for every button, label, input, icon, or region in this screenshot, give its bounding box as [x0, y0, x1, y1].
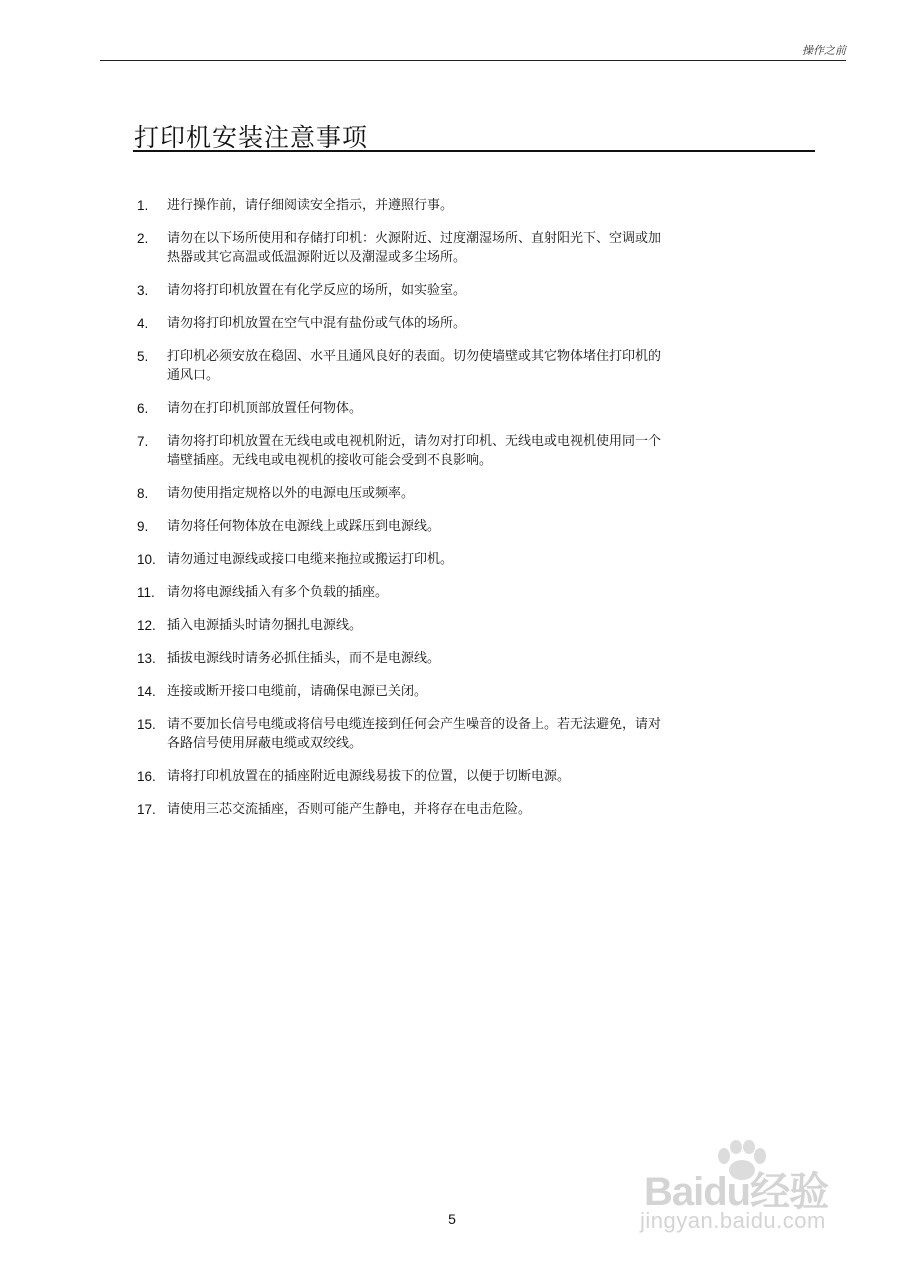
item-number: 10. — [137, 552, 156, 567]
item-number: 5. — [137, 349, 149, 364]
item-number: 1. — [137, 198, 149, 213]
watermark-brand: Baidu经验 — [644, 1170, 829, 1214]
item-number: 7. — [137, 434, 149, 449]
item-text-line: 进行操作前，请仔细阅读安全指示，并遵照行事。 — [167, 198, 454, 213]
item-text-line: 请勿将电源线插入有多个负载的插座。 — [167, 585, 389, 600]
list-item — [0, 767, 747, 786]
item-number: 14. — [137, 684, 156, 699]
item-number: 13. — [137, 651, 156, 666]
item-number: 4. — [137, 316, 149, 331]
item-text-line: 墙壁插座。无线电或电视机的接收可能会受到不良影响。 — [167, 453, 493, 468]
list-item — [0, 649, 747, 668]
item-text-line: 请将打印机放置在的插座附近电源线易拔下的位置，以便于切断电源。 — [167, 769, 571, 784]
list-item — [0, 196, 747, 215]
watermark-url: jingyan.baidu.com — [640, 1208, 826, 1233]
list-item — [0, 432, 747, 470]
list-item — [0, 800, 747, 819]
list-item — [0, 583, 747, 602]
item-text-line: 请勿将打印机放置在空气中混有盐份或气体的场所。 — [167, 316, 467, 331]
item-text-line: 请勿在打印机顶部放置任何物体。 — [167, 401, 363, 416]
list-item — [0, 715, 747, 753]
item-text-line: 插入电源插头时请勿捆扎电源线。 — [167, 618, 363, 633]
section-label: 操作之前 — [802, 44, 846, 57]
list-item — [0, 616, 747, 635]
item-text-line: 请勿在以下场所使用和存储打印机：火源附近、过度潮湿场所、直射阳光下、空调或加 — [167, 231, 662, 246]
item-text-line: 请勿将任何物体放在电源线上或踩压到电源线。 — [167, 519, 441, 534]
list-item — [0, 682, 747, 701]
list-item — [0, 229, 747, 267]
page-number: 5 — [448, 1211, 456, 1227]
list-item — [0, 517, 747, 536]
title-underline — [133, 150, 815, 152]
list-item — [0, 281, 747, 300]
item-number: 8. — [137, 486, 149, 501]
item-text-line: 插拔电源线时请务必抓住插头，而不是电源线。 — [167, 651, 441, 666]
item-number: 11. — [137, 585, 155, 600]
item-text-line: 请勿通过电源线或接口电缆来拖拉或搬运打印机。 — [167, 552, 454, 567]
item-number: 17. — [137, 802, 156, 817]
item-text-line: 各路信号使用屏蔽电缆或双绞线。 — [167, 736, 363, 751]
item-number: 9. — [137, 519, 149, 534]
item-text-line: 热器或其它高温或低温源附近以及潮湿或多尘场所。 — [167, 250, 467, 265]
item-text-line: 请勿使用指定规格以外的电源电压或频率。 — [167, 486, 415, 501]
baidu-watermark — [640, 1140, 880, 1250]
list-item — [0, 550, 747, 569]
page-title: 打印机安装注意事项 — [134, 123, 369, 152]
item-text-line: 请勿将打印机放置在无线电或电视机附近，请勿对打印机、无线电或电视机使用同一个 — [167, 434, 662, 449]
item-text-line: 打印机必须安放在稳固、水平且通风良好的表面。切勿使墙壁或其它物体堵住打印机的 — [167, 349, 662, 364]
list-item — [0, 347, 747, 385]
item-number: 12. — [137, 618, 156, 633]
item-number: 2. — [137, 231, 149, 246]
list-item — [0, 484, 747, 503]
item-text-line: 请不要加长信号电缆或将信号电缆连接到任何会产生噪音的设备上。若无法避免，请对 — [167, 717, 662, 732]
item-text-line: 连接或断开接口电缆前，请确保电源已关闭。 — [167, 684, 428, 699]
item-text-line: 通风口。 — [167, 368, 220, 383]
header-divider — [100, 60, 846, 61]
item-number: 3. — [137, 283, 149, 298]
item-text-line: 请使用三芯交流插座，否则可能产生静电，并将存在电击危险。 — [167, 802, 532, 817]
item-number: 16. — [137, 769, 156, 784]
item-text-line: 请勿将打印机放置在有化学反应的场所，如实验室。 — [167, 283, 467, 298]
list-item — [0, 399, 747, 418]
item-number: 15. — [137, 717, 156, 732]
item-number: 6. — [137, 401, 149, 416]
list-item — [0, 314, 747, 333]
